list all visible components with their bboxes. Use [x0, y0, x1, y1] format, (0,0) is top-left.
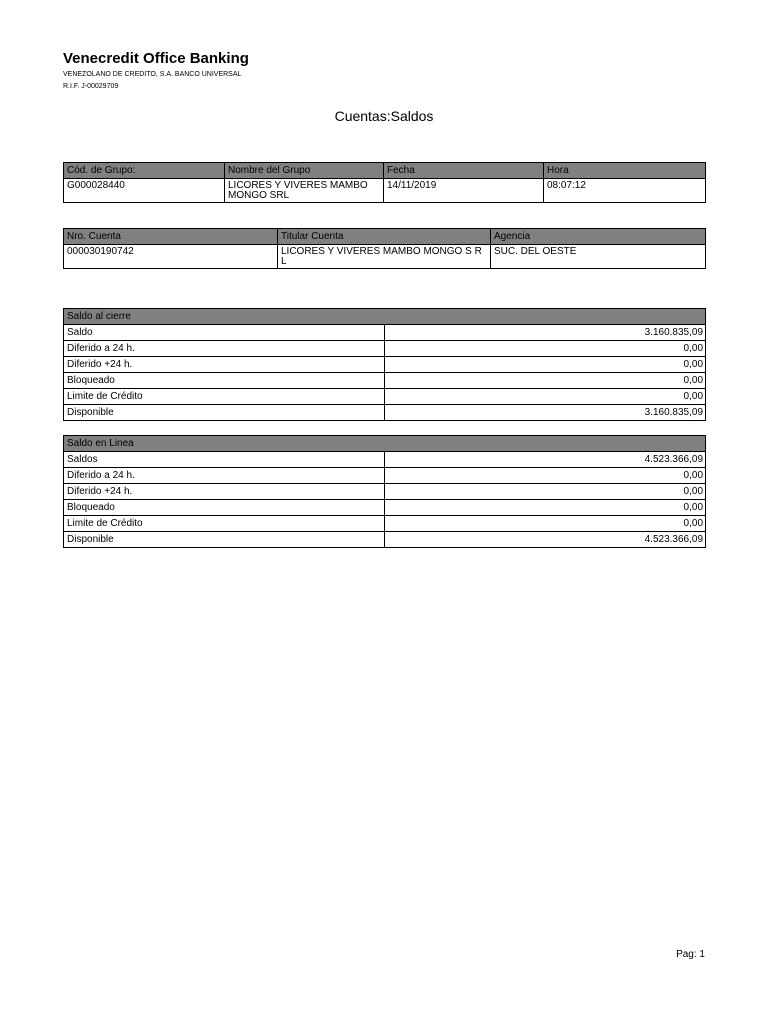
rif-number: R.I.F. J-00029709 [63, 83, 119, 90]
table-row [64, 532, 706, 548]
table-row [64, 452, 706, 468]
row-value: 3.160.835,09 [385, 325, 706, 341]
table-row [64, 405, 706, 421]
brand-title: Venecredit Office Banking [63, 50, 249, 67]
closing-balance-table [63, 308, 706, 421]
row-label: Diferido a 24 h. [64, 468, 385, 484]
table-row [64, 357, 706, 373]
online-balance-title: Saldo en Linea [64, 436, 706, 452]
header-branch: Agencia [491, 229, 706, 245]
table-row [64, 468, 706, 484]
row-label: Limite de Crédito [64, 516, 385, 532]
report-time: 08:07:12 [544, 179, 706, 203]
row-value: 0,00 [385, 468, 706, 484]
table-row [64, 389, 706, 405]
row-value: 3.160.835,09 [385, 405, 706, 421]
row-label: Bloqueado [64, 500, 385, 516]
row-label: Disponible [64, 532, 385, 548]
header-date: Fecha [384, 163, 544, 179]
header-group-code: Cód. de Grupo: [64, 163, 225, 179]
online-balance-table [63, 435, 706, 548]
row-value: 0,00 [385, 516, 706, 532]
row-value: 4.523.366,09 [385, 452, 706, 468]
header-account-number: Nro. Cuenta [64, 229, 278, 245]
row-label: Saldo [64, 325, 385, 341]
account-info-table [63, 228, 706, 269]
row-label: Saldos [64, 452, 385, 468]
row-value: 0,00 [385, 484, 706, 500]
page-title: Cuentas:Saldos [334, 108, 434, 124]
row-label: Diferido +24 h. [64, 484, 385, 500]
row-value: 0,00 [385, 500, 706, 516]
page-number: Pag: 1 [676, 949, 705, 960]
row-value: 4.523.366,09 [385, 532, 706, 548]
row-value: 0,00 [385, 357, 706, 373]
row-label: Bloqueado [64, 373, 385, 389]
row-label: Diferido a 24 h. [64, 341, 385, 357]
row-value: 0,00 [385, 389, 706, 405]
group-name: LICORES Y VIVERES MAMBO MONGO SRL [225, 179, 384, 203]
closing-balance-title: Saldo al cierre [64, 309, 706, 325]
table-row [64, 516, 706, 532]
header-time: Hora [544, 163, 706, 179]
table-row [64, 373, 706, 389]
table-row [64, 325, 706, 341]
document-header [63, 50, 249, 91]
group-info-table [63, 162, 706, 203]
account-holder: LICORES Y VIVERES MAMBO MONGO S R L [278, 245, 491, 269]
table-row [64, 500, 706, 516]
bank-name: VENEZOLANO DE CREDITO, S.A. BANCO UNIVERSAL [63, 71, 242, 78]
row-label: Disponible [64, 405, 385, 421]
group-code: G000028440 [64, 179, 225, 203]
header-group-name: Nombre del Grupo [225, 163, 384, 179]
table-row [64, 341, 706, 357]
row-label: Diferido +24 h. [64, 357, 385, 373]
row-value: 0,00 [385, 341, 706, 357]
header-account-holder: Titular Cuenta [278, 229, 491, 245]
report-date: 14/11/2019 [384, 179, 544, 203]
row-label: Limite de Crédito [64, 389, 385, 405]
row-value: 0,00 [385, 373, 706, 389]
table-row [64, 484, 706, 500]
branch-name: SUC. DEL OESTE [491, 245, 706, 269]
account-number: 000030190742 [64, 245, 278, 269]
